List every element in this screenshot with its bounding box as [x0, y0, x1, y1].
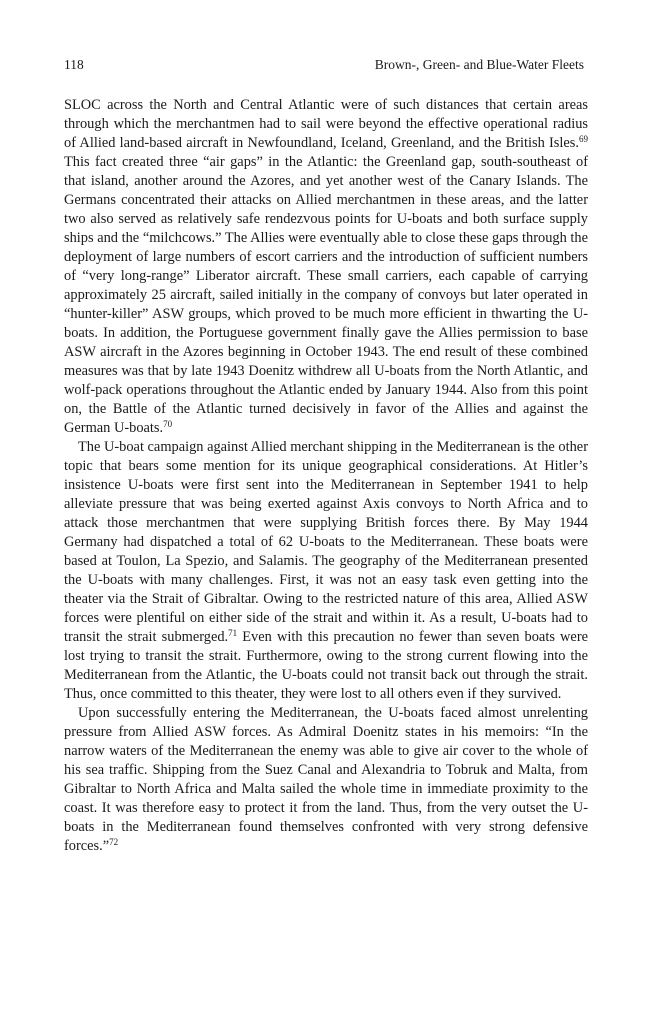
paragraph-text: This fact created three “air gaps” in the Atlantic: the Greenland gap, south-southeast of that island, another around the Azores, and yet another west of the Canary Islands. The Germans concentrated their attacks on Allied merchantmen in these areas, and the latter two also served as relatively safe rendezvous points for U-boats and both surface supply ships and the “milchcows.” The Allies were eventually able to close these gaps through the deployment of large numbers of escort carriers and the introduction of sufficient numbers of “very long-range” Liberator aircraft. These small carriers, each capable of carrying approximately 25 aircraft, sailed initially in the company of convoys but later operated in “hunter-killer” ASW groups, which proved to be much more efficient in thwarting the U-boats. In addition, the Portuguese government finally gave the Allies permission to base ASW aircraft in the Azores beginning in October 1943. The end result of these combined measures was that by late 1943 Doenitz withdrew all U-boats from the North Atlantic, and wolf-pack operations throughout the Atlantic ended by January 1944. Also from this point on, the Battle of the Atlantic turned decisively in favor of the Allies and against the German U-boats.: [64, 154, 588, 436]
paragraph-3: [64, 704, 588, 856]
footnote-ref: 69: [579, 134, 588, 144]
page-header: [64, 57, 584, 77]
paragraph-1: [64, 96, 588, 438]
body-text: [64, 96, 588, 856]
footnote-ref: 71: [228, 628, 238, 638]
paragraph-2: [64, 438, 588, 704]
paragraph-text: Even with this precaution no fewer than seven boats were lost trying to transit the strait. Furthermore, owing to the strong current flowing into the Mediterranean from the Atlantic, the U-boats could not transit back out through the strait. Thus, once committed to this theater, they were lost to all others even if they survived.: [64, 629, 588, 702]
paragraph-text: SLOC across the North and Central Atlantic were of such distances that certain areas through which the merchantmen had to sail were beyond the effective operational radius of Allied land-based aircraft in Newfoundland, Iceland, Greenland, and the British Isles.: [64, 97, 588, 151]
running-head: Brown-, Green- and Blue-Water Fleets: [374, 57, 584, 72]
footnote-ref: 70: [163, 419, 173, 429]
paragraph-text: Upon successfully entering the Mediterranean, the U-boats faced almost unrelenting pressure from Allied ASW forces. As Admiral Doenitz states in his memoirs: “In the narrow waters of the Mediterranean the enemy was able to give air cover to the whole of his sea traffic. Shipping from the Suez Canal and Alexandria to Tobruk and Malta, from Gibraltar to North Africa and Malta sailed the whole time in immediate proximity to the coast. It was therefore easy to protect it from the land. Thus, from the very outset the U-boats in the Mediterranean found themselves confronted with very strong defensive forces.”: [64, 705, 588, 854]
page-number: 118: [64, 57, 84, 72]
footnote-ref: 72: [109, 837, 119, 847]
paragraph-text: The U-boat campaign against Allied merchant shipping in the Mediterranean is the other topic that bears some mention for its unique geographical considerations. At Hitler’s insistence U-boats were first sent into the Mediterranean in September 1941 to help alleviate pressure that was being exerted against Axis convoys to North Africa and to attack those merchantmen that were supplying British forces there. By May 1944 Germany had dispatched a total of 62 U-boats to the Mediterranean. These boats were based at Toulon, La Spezio, and Salamis. The geography of the Mediterranean presented the U-boats with many challenges. First, it was not an easy task even getting into the theater via the Strait of Gibraltar. Owing to the restricted nature of this area, Allied ASW forces were plentiful on either side of the strait and within it. As a result, U-boats had to transit the strait submerged.: [64, 439, 588, 645]
